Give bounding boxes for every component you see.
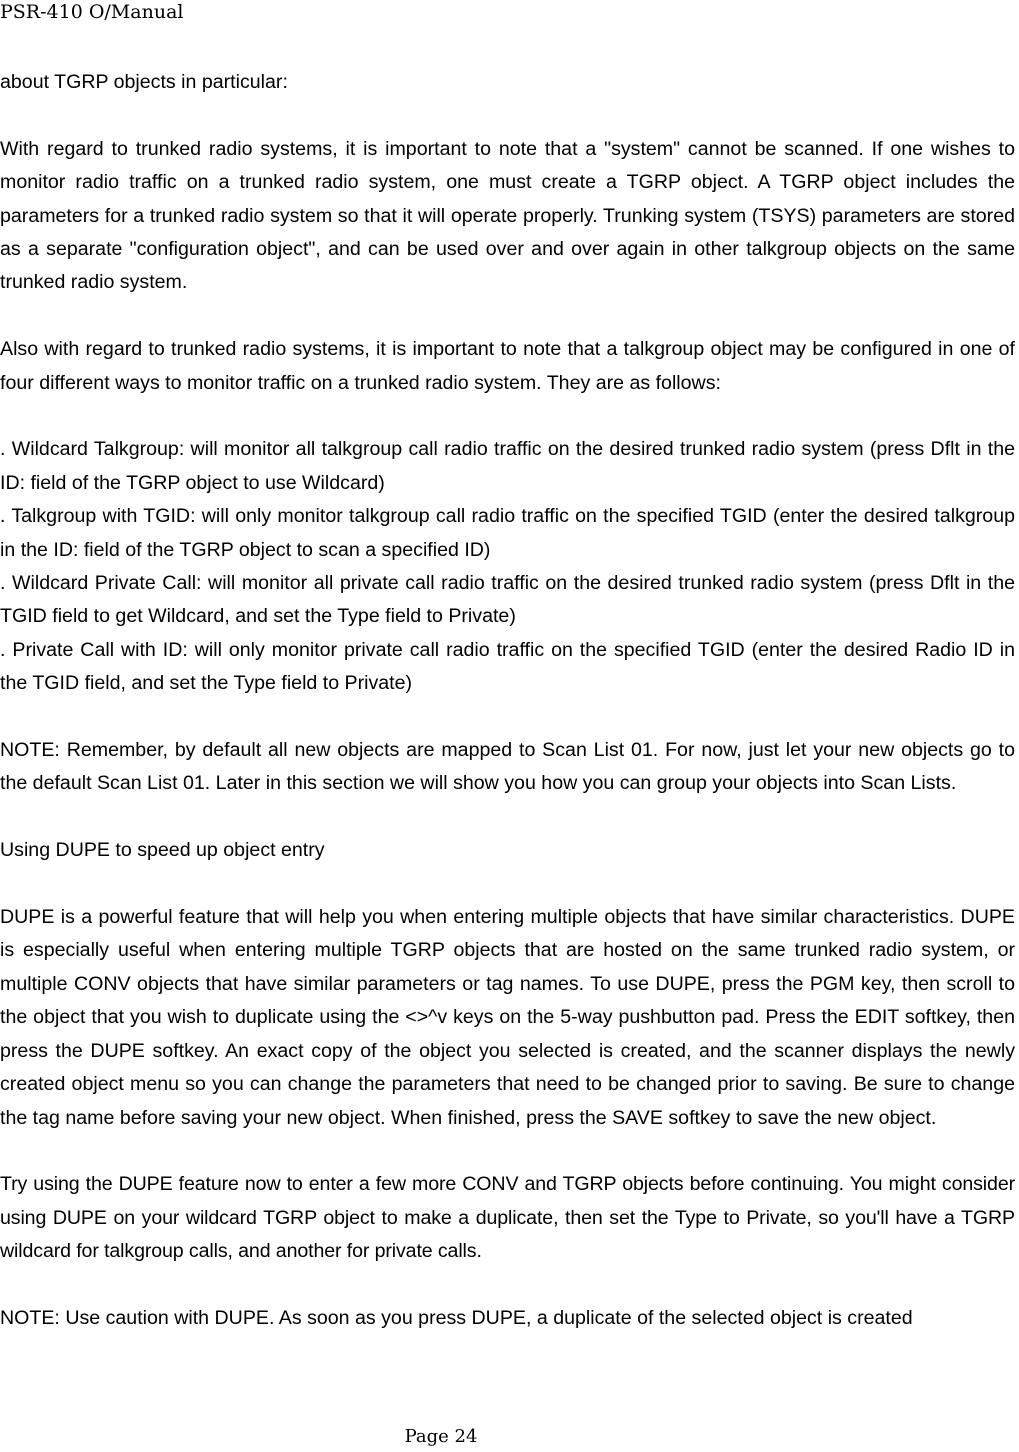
- dupe-try-paragraph: Try using the DUPE feature now to enter a few more CONV and TGRP objects before continuing. You might consider using DUPE on your wildcard TGRP object to make a duplicate, then set the Type to Private, so you'll have a TGRP wildcard for talkgroup calls, and another for private calls.: [0, 1173, 1015, 1263]
- mode-item-private-call-with-id: . Private Call with ID: will only monitor private call radio traffic on the specified TGID (enter the desired Radio ID in the TGID field, and set the Type field to Private): [0, 638, 1015, 695]
- section-heading: Using DUPE to speed up object entry: [0, 839, 325, 862]
- mode-item-wildcard-talkgroup: . Wildcard Talkgroup: will monitor all talkgroup call radio traffic on the desired trunked radio system (press Dflt in the ID: field of the TGRP object to use Wildcard): [0, 438, 1015, 494]
- page-number: Page 24: [404, 1426, 478, 1447]
- note-scan-list: NOTE: Remember, by default all new objects are mapped to Scan List 01. For now, just let your new objects go to the default Scan List 01. Later in this section we will show you how you can group your objects into Scan Lists.: [0, 739, 1015, 795]
- running-header: PSR-410 O/Manual: [0, 1, 184, 23]
- trunked-system-paragraph: With regard to trunked radio systems, it is important to note that a "system" cannot be scanned. If one wishes to monitor radio traffic on a trunked radio system, one must create a TGRP object. A TGRP object includes the parameters for a trunked radio system so that it will operate properly. Trunking system (TSYS) parameters are stored as a separate "configuration object", and can be used over and over again in other talkgroup objects on the same trunked radio system.: [0, 137, 1015, 294]
- page-body: [0, 66, 1015, 1335]
- dupe-description-paragraph: DUPE is a powerful feature that will help you when entering multiple objects that have similar characteristics. DUPE is especially useful when entering multiple TGRP objects that are hosted on the same trunked radio system, or multiple CONV objects that have similar parameters or tag names. To use DUPE, press the PGM key, then scroll to the object that you wish to duplicate using the <>^v keys on the 5-way pushbutton pad. Press the EDIT softkey, then press the DUPE softkey. An exact copy of the object you selected is created, and the scanner displays the newly created object menu so you can change the parameters that need to be changed prior to saving. Be sure to change the tag name before saving your new object. When finished, press the SAVE softkey to save the new object.: [0, 906, 1015, 1129]
- intro-paragraph: about TGRP objects in particular:: [0, 71, 288, 93]
- mode-item-talkgroup-with-tgid: . Talkgroup with TGID: will only monitor talkgroup call radio traffic on the specified TGID (enter the desired talkgroup in the ID: field of the TGRP object to scan a specified ID): [0, 505, 1015, 561]
- talkgroup-mode-list: [0, 433, 1015, 700]
- talkgroup-config-paragraph: Also with regard to trunked radio systems, it is important to note that a talkgroup object may be configured in one of four different ways to monitor traffic on a trunked radio system. They are as follows:: [0, 338, 1015, 394]
- mode-item-wildcard-private-call: . Wildcard Private Call: will monitor all private call radio traffic on the desired trunked radio system (press Dflt in the TGID field to get Wildcard, and set the Type field to Private): [0, 572, 1015, 628]
- note-caution: NOTE: Use caution with DUPE. As soon as you press DUPE, a duplicate of the selected object is created: [0, 1306, 913, 1329]
